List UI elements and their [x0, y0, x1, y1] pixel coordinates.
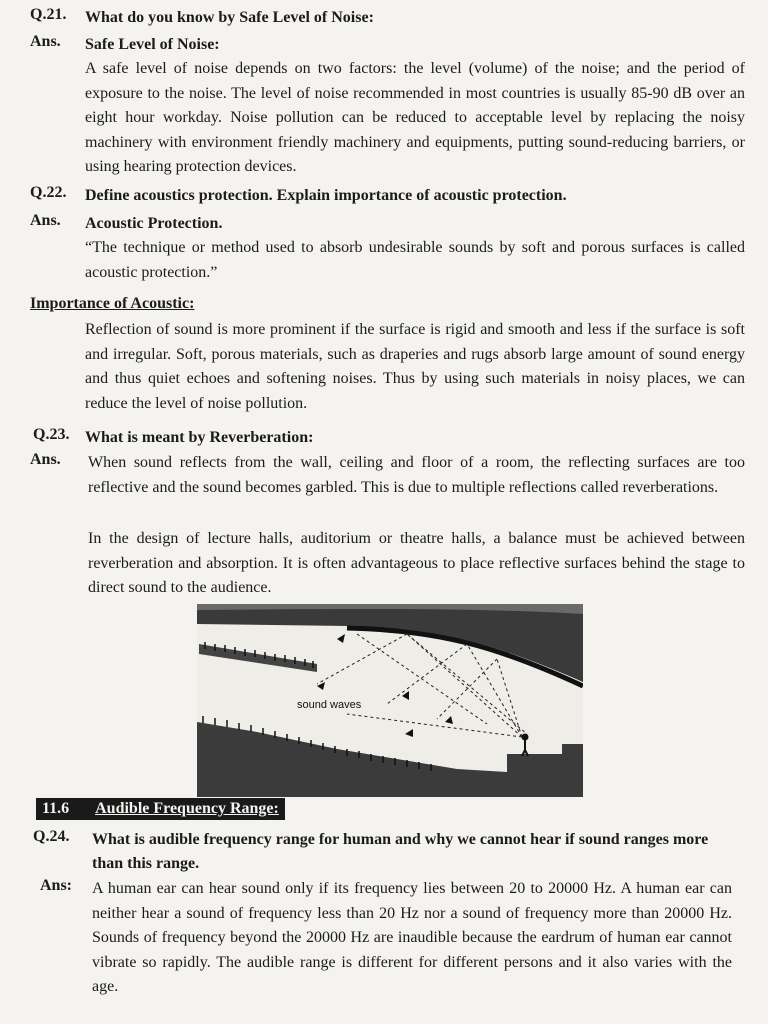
- section-number: 11.6: [42, 800, 70, 817]
- figure-label: sound waves: [297, 699, 362, 711]
- question-text: Define acoustics protection. Explain importance of acoustic protection.: [85, 187, 567, 204]
- question-number: Q.21.: [30, 6, 67, 23]
- answer-text: A safe level of noise depends on two factors: the level (volume) of the noise; and the period of exposure to the noise. The level of noise recommended in most countries is usually 85-90 dB over an eight hour workday. Noise pollution can be reduced to acceptable level by replacing the noisy machinery with environment friendly machinery and equipments, putting sound-reducing barriers, or using hearing protection devices.: [85, 60, 745, 175]
- importance-heading: Importance of Acoustic:: [30, 295, 195, 312]
- answer-label: Ans.: [30, 212, 61, 229]
- question-text: What is audible frequency range for human and why we cannot hear if sound ranges more than this range.: [92, 831, 709, 872]
- answer-label: Ans.: [30, 33, 61, 50]
- answer-heading: Safe Level of Noise:: [85, 36, 220, 53]
- question-number: Q.23.: [33, 426, 70, 443]
- answer-label: Ans.: [30, 451, 61, 468]
- question-number: Q.22.: [30, 184, 67, 201]
- question-text: What is meant by Reverberation:: [85, 429, 314, 446]
- answer-text: When sound reflects from the wall, ceiling and floor of a room, the reflecting surfaces are too reflective and the sound becomes garbled. This is due to multiple reflections called reverberations.: [88, 454, 745, 496]
- section-title: Audible Frequency Range:: [95, 800, 279, 817]
- importance-text: Reflection of sound is more prominent if the surface is rigid and smooth and less if the surface is soft and irregular. Soft, porous materials, such as draperies and rugs absorb large amount of sound energy and thus quiet echoes and softening noises. Thus by using such materials in noisy places, we can reduce the level of noise pollution.: [85, 321, 745, 412]
- auditorium-diagram: [197, 604, 583, 797]
- section-header: [36, 798, 285, 820]
- question-text: What do you know by Safe Level of Noise:: [85, 9, 374, 26]
- answer-text: A human ear can hear sound only if its frequency lies between 20 to 20000 Hz. A human ear can neither hear a sound of frequency less than 20 Hz nor a sound of frequency more than 20000 Hz. Sounds of frequency beyond the 20000 Hz are inaudible because the eardrum of human ear cannot vibrate so rapidly. The audible range is different for different persons and it also varies with the age.: [92, 880, 732, 995]
- answer-heading: Acoustic Protection.: [85, 215, 223, 232]
- reverberation-figure: [197, 604, 583, 797]
- answer-text-2: In the design of lecture halls, auditorium or theatre halls, a balance must be achieved between reverberation and absorption. It is often advantageous to place reflective surfaces behind the stage to direct sound to the audience.: [88, 530, 745, 596]
- answer-label: Ans:: [40, 877, 73, 894]
- question-number: Q.24.: [33, 828, 70, 845]
- answer-text: “The technique or method used to absorb undesirable sounds by soft and porous surfaces is called acoustic protection.”: [85, 239, 745, 281]
